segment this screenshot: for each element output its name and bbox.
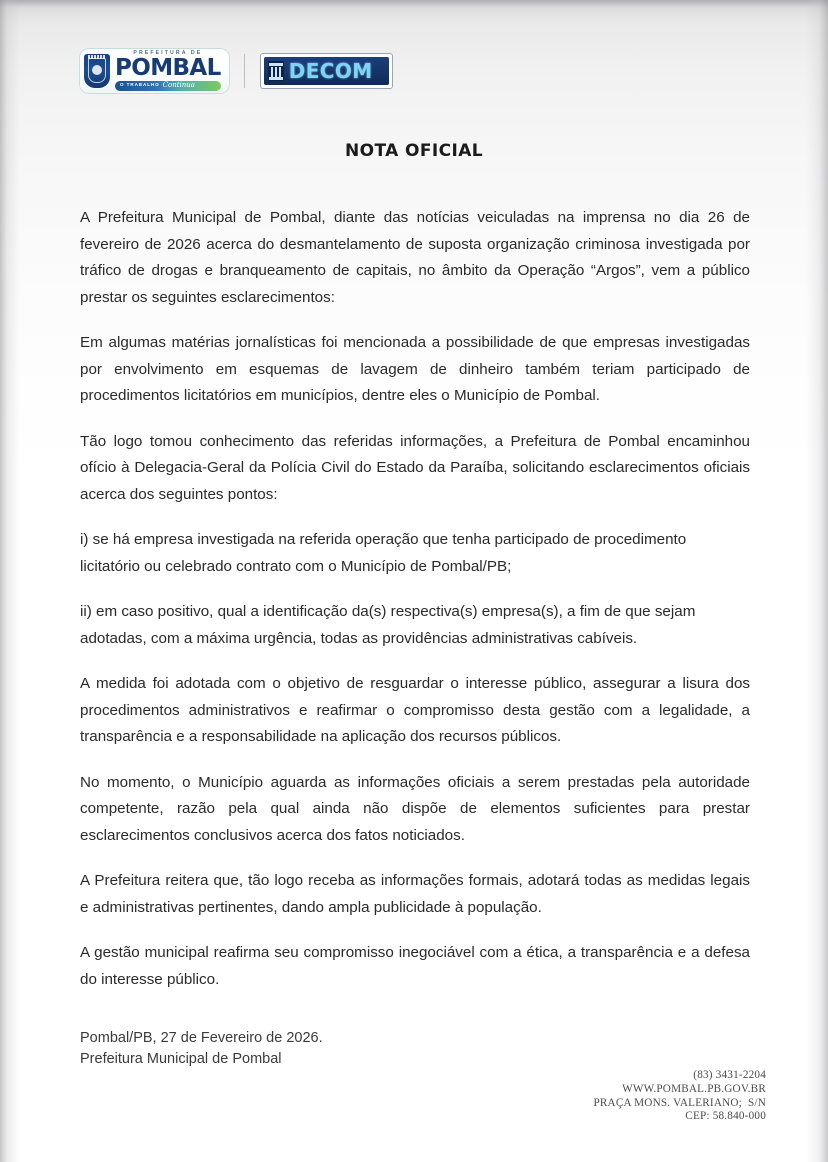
page-title: NOTA OFICIAL xyxy=(344,141,483,161)
decom-emblem-icon xyxy=(268,61,284,81)
page-edge-shadow-top xyxy=(0,0,828,14)
document-body xyxy=(80,205,750,993)
body-paragraph: No momento, o Município aguarda as informações oficiais a serem prestadas pela autoridade competente, razão pela qual ainda não dispõe de elementos suficientes para prestar esclarecimentos conclusivos acerca dos fatos noticiados. xyxy=(80,773,750,844)
footer-website: WWW.POMBAL.PB.GOV.BR xyxy=(622,1082,766,1095)
footer-phone: (83) 3431-2204 xyxy=(693,1069,766,1081)
letterhead xyxy=(80,48,393,94)
pombal-logo-wordmark xyxy=(115,51,221,90)
decom-logo-name: DECOM xyxy=(288,59,373,83)
pombal-logo-prefix: PREFEITURA DE xyxy=(133,50,203,57)
body-paragraph-item-i: i) se há empresa investigada na referida operação que tenha participado de procedimento licitatório ou celebrado contrato com o Município de Pombal/PB; xyxy=(80,531,687,575)
decom-logo xyxy=(260,53,393,89)
pombal-tagline-primary: O TRABALHO xyxy=(120,82,160,88)
decom-emblem-base xyxy=(269,77,283,80)
pombal-logo-name: POMBAL xyxy=(115,54,221,81)
crest-crown-icon xyxy=(88,55,106,59)
footer-contact-block xyxy=(593,1069,766,1124)
body-paragraph: Tão logo tomou conhecimento das referidas informações, a Prefeitura de Pombal encaminhou ofício à Delegacia-Geral da Polícia Civil do Estado da Paraíba, solicitando esclarecimentos oficiais acerca dos seguintes pontos: xyxy=(80,432,750,503)
body-paragraph-item-ii: ii) em caso positivo, qual a identificação da(s) respectiva(s) empresa(s), a fim de que sejam adotadas, com a máxima urgência, todas as providências administrativas cabíveis. xyxy=(80,603,696,647)
signature-block xyxy=(80,1028,580,1070)
footer-address: PRAÇA MONS. VALERIANO; S/N xyxy=(593,1096,766,1109)
pombal-coat-of-arms-icon xyxy=(84,54,110,88)
body-paragraph: Em algumas matérias jornalísticas foi mencionada a possibilidade de que empresas investigadas por envolvimento em esquemas de lavagem de dinheiro também teriam participado de procedimentos licitatórios em municípios, dentre eles o Município de Pombal. xyxy=(80,334,750,404)
pombal-logo-tagline xyxy=(115,81,221,91)
body-paragraph: A Prefeitura reitera que, tão logo receba as informações formais, adotará todas as medidas legais e administrativas pertinentes, dando ampla publicidade à população. xyxy=(80,872,750,916)
pombal-prefecture-logo xyxy=(80,49,229,93)
signature-issuer: Prefeitura Municipal de Pombal xyxy=(80,1051,282,1067)
body-paragraph: A gestão municipal reafirma seu compromisso inegociável com a ética, a transparência e a defesa do interesse público. xyxy=(80,944,750,988)
body-paragraph: A Prefeitura Municipal de Pombal, diante das notícias veiculadas na imprensa no dia 26 de fevereiro de 2026 acerca do desmantelamento de suposta organização criminosa investigada por tráfico de drogas e branqueamento de capitais, no âmbito da Operação “Argos”, vem a público prestar os seguintes esclarecimentos: xyxy=(80,209,750,306)
page-edge-shadow-left xyxy=(0,0,20,1162)
decom-logo-plate xyxy=(264,57,389,85)
page-edge-shadow-right xyxy=(806,0,828,1162)
footer-postal-code: CEP: 58.840-000 xyxy=(685,1110,766,1123)
pombal-tagline-script: Continua xyxy=(162,81,195,90)
body-paragraph: A medida foi adotada com o objetivo de resguardar o interesse público, assegurar a lisura dos procedimentos administrativos e reafirmar o compromisso desta gestão com a legalidade, a transparência e a responsabilidade na aplicação dos recursos públicos. xyxy=(80,675,750,745)
signature-place-date: Pombal/PB, 27 de Fevereiro de 2026. xyxy=(80,1030,323,1046)
logo-divider xyxy=(244,54,245,88)
